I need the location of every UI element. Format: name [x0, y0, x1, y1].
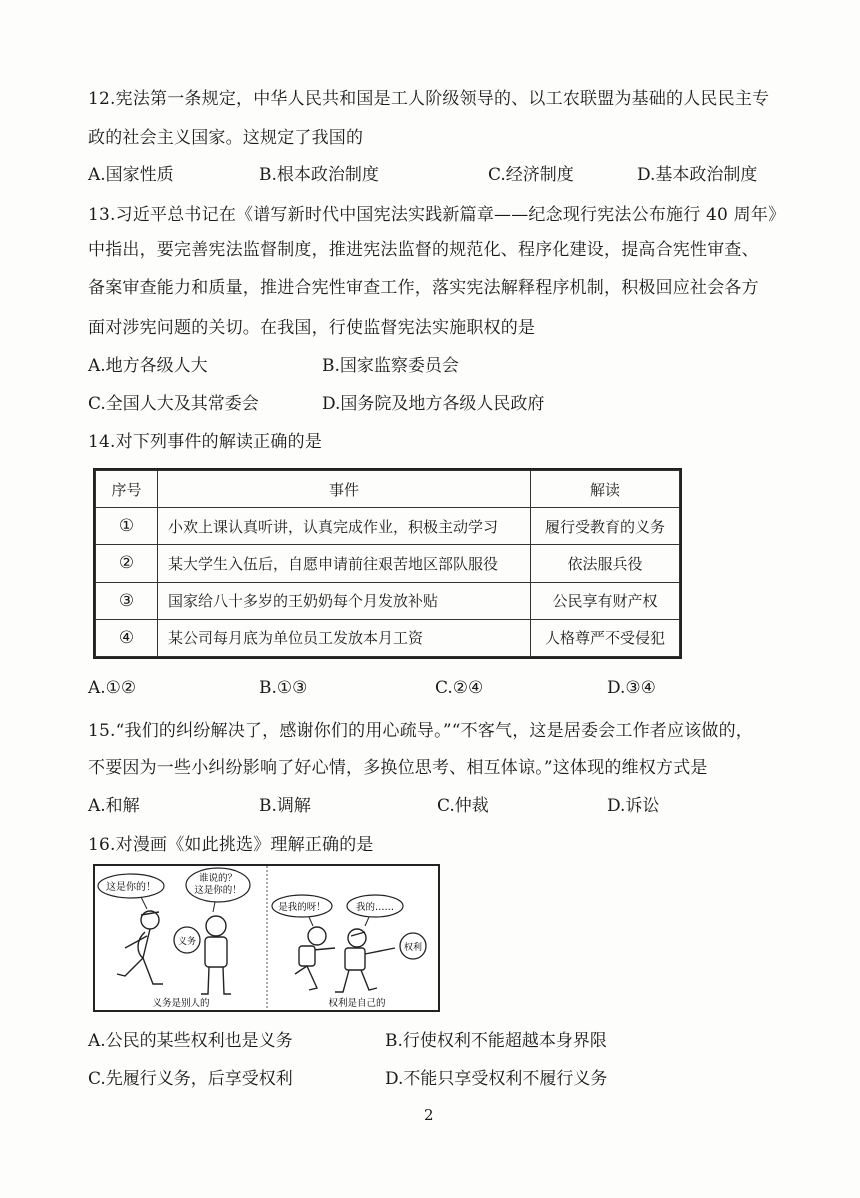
q12-option-b: B.根本政治制度: [259, 165, 379, 185]
q14-events-table: [93, 468, 682, 659]
table-row: [96, 619, 680, 656]
q15-option-d: D.诉讼: [607, 796, 660, 816]
table-header-cell: 序号: [96, 471, 158, 508]
panel-caption: 权利是自己的: [328, 998, 386, 1009]
row-number: ④: [96, 619, 158, 656]
table-header-row: [96, 471, 680, 508]
bubble-text: 谁说的？: [198, 873, 238, 884]
q16-option-b: B.行使权利不能超越本身界限: [385, 1031, 607, 1051]
q14-option-a: A.①②: [88, 678, 137, 698]
row-interpretation: 公民享有财产权: [531, 582, 680, 619]
q12-option-d: D.基本政治制度: [637, 165, 758, 185]
bubble-text: 我的……: [355, 902, 395, 913]
row-event: 某公司每月底为单位员工发放本月工资: [158, 619, 531, 656]
table-row: [96, 582, 680, 619]
q13-option-c: C.全国人大及其常委会: [88, 394, 259, 414]
row-number: ③: [96, 582, 158, 619]
q13-stem-line3: 备案审查能力和质量，推进合宪性审查工作，落实宪法解释程序机制，积极回应社会各方: [88, 278, 759, 298]
q13-stem-line1: 13.习近平总书记在《谱写新时代中国宪法实践新篇章——纪念现行宪法公布施行 40 周年》: [88, 205, 786, 225]
q12-option-a: A.国家性质: [88, 165, 174, 185]
cartoon-drawing: [95, 866, 438, 1010]
bubble-text: 这是你的！: [106, 882, 156, 893]
q14-option-b: B.①③: [259, 678, 308, 698]
q15-stem-line2: 不要因为一些小纠纷影响了好心情，多换位思考、相互体谅。”这体现的维权方式是: [88, 758, 708, 778]
q13-stem-line4: 面对涉宪问题的关切。在我国，行使监督宪法实施职权的是: [88, 318, 536, 338]
running-figure-icon: [295, 927, 335, 990]
q13-option-d: D.国务院及地方各级人民政府: [322, 394, 545, 414]
ball-label: 权利: [403, 943, 423, 953]
q16-option-a: A.公民的某些权利也是义务: [88, 1031, 293, 1051]
q16-option-d: D.不能只享受权利不履行义务: [385, 1069, 608, 1089]
q15-option-a: A.和解: [88, 796, 140, 816]
q13-option-b: B.国家监察委员会: [322, 356, 459, 376]
standing-figure-icon: [201, 916, 231, 994]
q14-stem: 14.对下列事件的解读正确的是: [88, 432, 323, 452]
cartoon-image: [93, 864, 440, 1012]
row-interpretation: 依法服兵役: [531, 545, 680, 582]
row-number: ②: [96, 545, 158, 582]
row-number: ①: [96, 508, 158, 545]
q15-option-b: B.调解: [259, 796, 311, 816]
bubble-text: 是我的呀！: [278, 902, 326, 913]
table-header-cell: 事件: [158, 471, 531, 508]
bubble-text: 这是你的！: [194, 885, 242, 896]
q14-option-d: D.③④: [607, 678, 656, 698]
q12-stem-line2: 政的社会主义国家。这规定了我国的: [88, 128, 364, 148]
q15-option-c: C.仲裁: [437, 796, 489, 816]
ball-label: 义务: [177, 937, 197, 947]
q16-stem: 16.对漫画《如此挑选》理解正确的是: [88, 835, 374, 855]
running-figure-icon: [335, 929, 395, 992]
page-number: 2: [424, 1106, 434, 1124]
q14-option-c: C.②④: [435, 678, 484, 698]
q15-stem-line1: 15.“我们的纠纷解决了，感谢你们的用心疏导。”“不客气，这是居委会工作者应该做的，: [88, 721, 754, 741]
row-event: 某大学生入伍后，自愿申请前往艰苦地区部队服役: [158, 545, 531, 582]
row-event: 国家给八十多岁的王奶奶每个月发放补贴: [158, 582, 531, 619]
q13-option-a: A.地方各级人大: [88, 356, 208, 376]
row-interpretation: 履行受教育的义务: [531, 508, 680, 545]
q12-stem-line1: 12.宪法第一条规定，中华人民共和国是工人阶级领导的、以工农联盟为基础的人民民主专: [88, 89, 770, 109]
row-event: 小欢上课认真听讲，认真完成作业，积极主动学习: [158, 508, 531, 545]
q12-option-c: C.经济制度: [488, 165, 574, 185]
row-interpretation: 人格尊严不受侵犯: [531, 619, 680, 656]
panel-caption: 义务是别人的: [152, 998, 210, 1009]
walking-figure-icon: [117, 911, 163, 984]
q16-option-c: C.先履行义务，后享受权利: [88, 1069, 293, 1089]
q13-stem-line2: 中指出，要完善宪法监督制度，推进宪法监督的规范化、程序化建设，提高合宪性审查、: [88, 240, 759, 260]
table-row: [96, 508, 680, 545]
table-row: [96, 545, 680, 582]
table-header-cell: 解读: [531, 471, 680, 508]
